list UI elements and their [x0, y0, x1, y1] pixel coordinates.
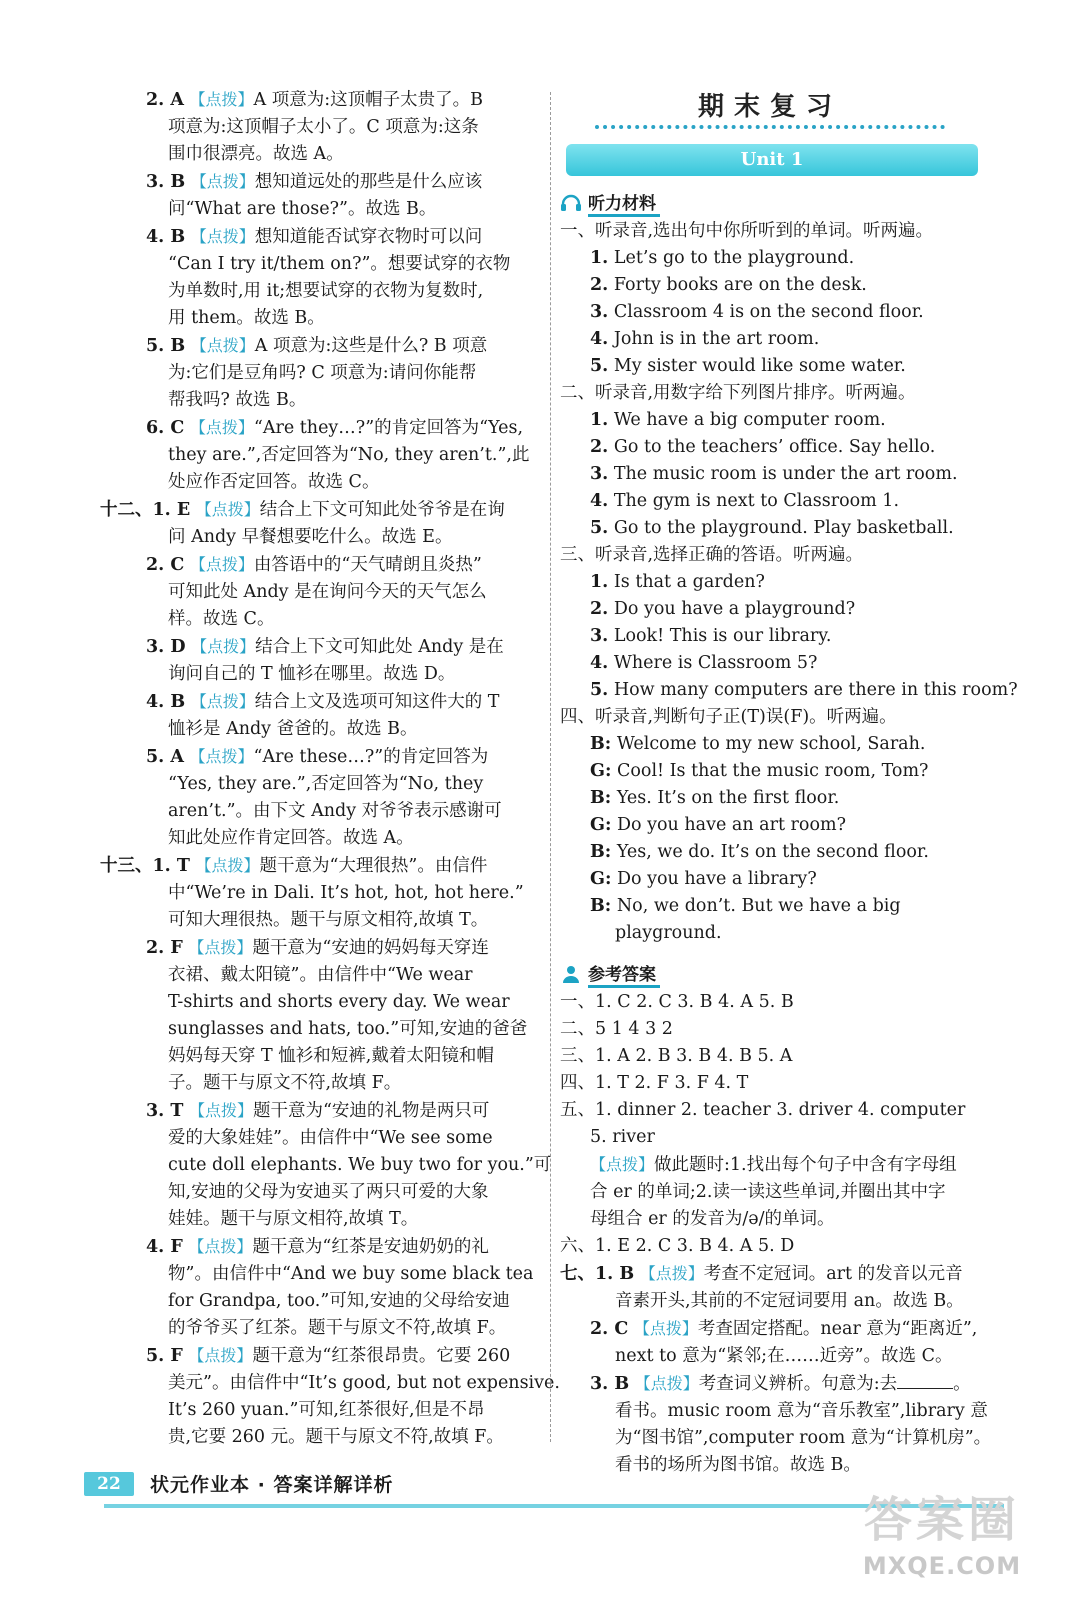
- line-text: 考查不定冠词。art 的发音以元音: [703, 1264, 963, 1284]
- text-line: [100, 1424, 540, 1451]
- item-number: 3.: [590, 626, 609, 646]
- text-line: [100, 1342, 540, 1370]
- text-line: [100, 1152, 552, 1179]
- line-text: 美元”。由信件中“It’s good, but not expensive.: [168, 1373, 560, 1393]
- line-text: 合 er 的单词;2.读一读这些单词,并圈出其中字: [590, 1182, 946, 1202]
- line-text: 结合上下文可知此处 Andy 是在: [255, 637, 504, 657]
- line-text: 题干意为“安迪的礼物是两只可: [252, 1101, 490, 1121]
- text-line: [560, 596, 980, 623]
- text-line: [560, 299, 980, 326]
- text-line: [100, 141, 540, 168]
- line-text: 由答语中的“天气晴朗且炎热”: [253, 555, 482, 575]
- text-line: [560, 1370, 980, 1398]
- item-number: 6. C: [146, 418, 185, 438]
- item-number: 3.: [590, 302, 609, 322]
- line-text: 询问自己的 T 恤衫在哪里。故选 D。: [168, 664, 456, 684]
- text-line: [560, 812, 980, 839]
- text-line: [100, 196, 540, 223]
- text-line: [100, 907, 540, 934]
- hint-tag: 【点拨】: [188, 1101, 253, 1120]
- text-line: [100, 360, 540, 387]
- hint-tag: 【点拨】: [190, 692, 255, 711]
- line-text: 围巾很漂亮。故选 A。: [168, 144, 344, 164]
- line-text: Welcome to my new school, Sarah.: [616, 734, 926, 754]
- text-line: [100, 1370, 560, 1397]
- reference-answers: [560, 989, 992, 1479]
- line-text: 四、1. T 2. F 3. F 4. T: [560, 1073, 749, 1093]
- line-text: 考查词义辨析。句意为:去: [698, 1374, 898, 1394]
- text-line: [100, 1261, 540, 1288]
- watermark-logo: 答案圈: [863, 1492, 1020, 1548]
- item-number: 2. F: [146, 938, 183, 958]
- item-number: 2.: [590, 437, 609, 457]
- text-line: [100, 1397, 540, 1424]
- text-line: [560, 1043, 980, 1070]
- line-text: 题干意为“红茶是安迪奶奶的礼: [252, 1237, 489, 1257]
- line-text: 知此处应作肯定回答。故选 A。: [168, 828, 414, 848]
- hint-tag: 【点拨】: [188, 938, 253, 957]
- text-line: [560, 704, 980, 731]
- text-line: [100, 716, 540, 743]
- text-line: [560, 245, 980, 272]
- text-line: [100, 1233, 540, 1261]
- text-line: [100, 86, 540, 114]
- text-line: [560, 380, 980, 407]
- line-text: Do you have a library?: [616, 869, 817, 889]
- text-line: [560, 1425, 992, 1452]
- hint-tag: 【点拨】: [190, 172, 255, 191]
- text-line: [100, 414, 540, 442]
- text-line: [560, 353, 980, 380]
- text-line: [560, 1070, 980, 1097]
- line-text: 想知道能否试穿衣物时可以问: [254, 227, 483, 247]
- hint-tag: 【点拨】: [189, 747, 254, 766]
- text-line: [560, 326, 980, 353]
- line-text: 。: [953, 1374, 971, 1394]
- hint-tag: 【点拨】: [188, 1346, 253, 1365]
- line-text: Go to the playground. Play basketball.: [613, 518, 954, 538]
- text-line: [560, 866, 980, 893]
- text-line: [100, 1179, 540, 1206]
- line-text: 中“We’re in Dali. It’s hot, hot, hot here.”: [168, 883, 524, 903]
- text-line: [100, 223, 540, 251]
- item-number: B:: [590, 896, 612, 916]
- text-line: [100, 962, 540, 989]
- line-text: It’s 260 yuan.”可知,红茶很好,但是不昂: [168, 1400, 485, 1420]
- item-number: G:: [590, 815, 612, 835]
- item-number: 3. B: [590, 1374, 630, 1394]
- line-text: Do you have an art room?: [616, 815, 846, 835]
- hint-tag: 【点拨】: [189, 90, 254, 109]
- line-text: 贵,它要 260 元。题干与原文不符,故填 F。: [168, 1427, 504, 1447]
- item-number: 5.: [590, 356, 609, 376]
- watermark: [842, 1488, 1042, 1598]
- line-text: Cool! Is that the music room, Tom?: [616, 761, 929, 781]
- text-line: [560, 677, 1018, 704]
- line-text: aren’t.”。由下文 Andy 对爷爷表示感谢可: [168, 801, 502, 821]
- item-number: 3.: [590, 464, 609, 484]
- section-title-box: [560, 86, 980, 130]
- headphones-icon: [560, 194, 582, 212]
- section-number: 七、: [560, 1264, 595, 1284]
- line-text: 结合上文及选项可知这件大的 T: [254, 692, 500, 712]
- text-line: [100, 606, 540, 633]
- hint-tag: 【点拨】: [195, 500, 260, 519]
- line-text: “Yes, they are.”,否定回答为“No, they: [168, 774, 484, 794]
- text-line: [100, 524, 540, 551]
- item-number: 5. F: [146, 1346, 183, 1366]
- line-text: for Grandpa, too.”可知,安迪的父母给安迪: [168, 1291, 510, 1311]
- line-text: John is in the art room.: [613, 329, 820, 349]
- text-line: [100, 579, 540, 606]
- line-text: 结合上下文可知此处爷爷是在询: [259, 500, 505, 520]
- item-number: 3. B: [146, 172, 186, 192]
- line-text: playground.: [615, 923, 722, 943]
- text-line: [100, 1043, 540, 1070]
- line-text: 项意为:这顶帽子太小了。C 项意为:这条: [168, 117, 479, 137]
- line-text: 处应作否定回答。故选 C。: [168, 472, 380, 492]
- item-number: 1.: [590, 572, 609, 592]
- text-line: [100, 798, 540, 825]
- text-line: [100, 551, 540, 579]
- answer-blank: [897, 1374, 953, 1389]
- line-text: 做此题时:1.找出每个句子中含有字母组: [654, 1155, 957, 1175]
- item-number: 5. A: [146, 747, 184, 767]
- line-text: 爱的大象娃娃”。由信件中“We see some: [168, 1128, 493, 1148]
- item-number: 4.: [590, 329, 609, 349]
- hint-tag: 【点拨】: [195, 856, 260, 875]
- column-divider: [550, 92, 551, 1442]
- item-number: B:: [590, 734, 612, 754]
- item-number: B:: [590, 842, 612, 862]
- line-text: cute doll elephants. We buy two for you.”可: [168, 1155, 552, 1175]
- text-line: [560, 623, 980, 650]
- text-line: [100, 469, 540, 496]
- hint-tag: 【点拨】: [188, 1237, 253, 1256]
- line-text: 物”。由信件中“And we buy some black tea: [168, 1264, 534, 1284]
- item-number: G:: [590, 761, 612, 781]
- line-text: 为单数时,用 it;想要试穿的衣物为复数时,: [168, 281, 484, 301]
- text-line: [100, 278, 540, 305]
- line-text: 二、听录音,用数字给下列图片排序。听两遍。: [560, 383, 916, 403]
- item-number: 1.: [590, 248, 609, 268]
- page-title: 期末复习: [697, 92, 842, 122]
- line-text: 母组合 er 的发音为/ə/的单词。: [590, 1209, 835, 1229]
- line-text: they are.”,否定回答为“No, they aren’t.”,此: [168, 445, 530, 465]
- line-text: 看书。music room 意为“音乐教室”,library 意: [615, 1401, 988, 1421]
- line-text: 问 Andy 早餐想要吃什么。故选 E。: [168, 527, 453, 547]
- line-text: Let’s go to the playground.: [613, 248, 855, 268]
- text-line: [100, 743, 540, 771]
- text-line: [100, 1315, 540, 1342]
- line-text: 音素开头,其前的不定冠词要用 an。故选 B。: [615, 1291, 964, 1311]
- line-text: 考查固定搭配。near 意为“距离近”,: [697, 1319, 978, 1339]
- line-text: The music room is under the art room.: [613, 464, 958, 484]
- text-line: [100, 825, 540, 852]
- item-number: 5. B: [146, 336, 186, 356]
- line-text: 可知大理很热。题干与原文相符,故填 T。: [168, 910, 489, 930]
- item-number: 4.: [590, 491, 609, 511]
- line-text: 一、听录音,选出句中你所听到的单词。听两遍。: [560, 221, 934, 241]
- line-text: 的爷爷买了红茶。题干与原文不符,故填 F。: [168, 1318, 507, 1338]
- text-line: [100, 387, 540, 414]
- line-text: 为“图书馆”,computer room 意为“计算机房”。: [615, 1428, 992, 1448]
- line-text: Is that a garden?: [613, 572, 765, 592]
- listening-heading: [560, 188, 980, 218]
- item-number: 1.: [590, 410, 609, 430]
- item-number: 2. A: [146, 90, 184, 110]
- text-line: [100, 1070, 540, 1097]
- line-text: 问“What are those?”。故选 B。: [168, 199, 437, 219]
- line-text: 样。故选 C。: [168, 609, 275, 629]
- text-line: [100, 633, 540, 661]
- line-text: The gym is next to Classroom 1.: [613, 491, 900, 511]
- text-line: [100, 661, 540, 688]
- line-text: 题干意为“安迪的妈妈每天穿连: [252, 938, 489, 958]
- line-text: “Are they…?”的肯定回答为“Yes,: [253, 418, 524, 438]
- item-number: 3. D: [146, 637, 186, 657]
- footer-title: 状元作业本 · 答案详解详析: [150, 1474, 394, 1496]
- hint-tag: 【点拨】: [633, 1319, 698, 1338]
- text-line: [100, 1288, 540, 1315]
- unit-banner: Unit 1: [566, 144, 978, 176]
- text-line: [560, 1097, 980, 1124]
- line-text: 四、听录音,判断句子正(T)误(F)。听两遍。: [560, 707, 897, 727]
- text-line: [560, 989, 980, 1016]
- line-text: 六、1. E 2. C 3. B 4. A 5. D: [560, 1236, 795, 1256]
- line-text: Yes. It’s on the first floor.: [616, 788, 840, 808]
- text-line: [100, 1097, 540, 1125]
- text-line: [560, 1151, 980, 1179]
- item-number: 2. C: [590, 1319, 629, 1339]
- item-number: 5.: [590, 518, 609, 538]
- text-line: [100, 989, 540, 1016]
- item-number: 1. E: [152, 500, 191, 520]
- line-text: Forty books are on the desk.: [613, 275, 867, 295]
- line-text: How many computers are there in this room?: [613, 680, 1018, 700]
- text-line: [100, 114, 540, 141]
- item-number: 4. B: [146, 692, 186, 712]
- text-line: [100, 771, 540, 798]
- item-number: 2.: [590, 275, 609, 295]
- text-line: [560, 1343, 980, 1370]
- text-line: [560, 1124, 980, 1151]
- line-text: “Are these…?”的肯定回答为: [253, 747, 489, 767]
- line-text: Do you have a playground?: [613, 599, 856, 619]
- line-text: 可知此处 Andy 是在询问今天的天气怎么: [168, 582, 487, 602]
- text-line: [560, 488, 980, 515]
- text-line: [100, 332, 540, 360]
- text-line: [100, 496, 540, 524]
- item-number: 5.: [590, 680, 609, 700]
- text-line: [560, 272, 980, 299]
- line-text: 子。题干与原文不符,故填 F。: [168, 1073, 402, 1093]
- line-text: We have a big computer room.: [613, 410, 886, 430]
- text-line: [560, 515, 980, 542]
- title-dotted-rule: [595, 125, 945, 129]
- line-text: Where is Classroom 5?: [613, 653, 818, 673]
- text-line: [560, 893, 980, 920]
- line-text: 题干意为“大理很热”。由信件: [259, 856, 488, 876]
- text-line: [560, 650, 980, 677]
- line-text: 帮我吗? 故选 B。: [168, 390, 307, 410]
- line-text: 5. river: [590, 1127, 655, 1147]
- text-line: [100, 442, 540, 469]
- text-line: [560, 1315, 980, 1343]
- item-number: 4.: [590, 653, 609, 673]
- text-line: [560, 1260, 980, 1288]
- hint-tag: 【点拨】: [190, 336, 255, 355]
- left-column: [100, 86, 560, 1451]
- text-line: [560, 542, 980, 569]
- text-line: [560, 1179, 980, 1206]
- line-text: 五、1. dinner 2. teacher 3. driver 4. computer: [560, 1100, 966, 1120]
- item-number: G:: [590, 869, 612, 889]
- listening-heading-text: 听力材料: [588, 189, 660, 217]
- line-text: Classroom 4 is on the second floor.: [613, 302, 924, 322]
- hint-tag: 【点拨】: [191, 637, 256, 656]
- line-text: Yes, we do. It’s on the second floor.: [616, 842, 929, 862]
- listening-material: [560, 218, 1018, 947]
- page-number: 22: [84, 1472, 134, 1496]
- text-line: [100, 305, 540, 332]
- watermark-url: MXQE.COM: [862, 1552, 1022, 1580]
- line-text: Look! This is our library.: [613, 626, 832, 646]
- text-line: [560, 1233, 980, 1260]
- answers-heading-text: 参考答案: [588, 960, 660, 988]
- text-line: [560, 1398, 988, 1425]
- line-text: 为:它们是豆角吗? C 项意为:请问你能帮: [168, 363, 477, 383]
- text-line: [560, 1206, 980, 1233]
- text-line: [560, 218, 980, 245]
- line-text: 恤衫是 Andy 爸爸的。故选 B。: [168, 719, 418, 739]
- line-text: 妈妈每天穿 T 恤衫和短裤,戴着太阳镜和帽: [168, 1046, 494, 1066]
- line-text: 二、5 1 4 3 2: [560, 1019, 673, 1039]
- line-text: 看书的场所为图书馆。故选 B。: [615, 1455, 861, 1475]
- line-text: My sister would like some water.: [613, 356, 906, 376]
- section-number: 十三、: [100, 856, 153, 876]
- hint-tag: 【点拨】: [634, 1374, 699, 1393]
- text-line: [560, 1288, 980, 1315]
- text-line: [100, 688, 540, 716]
- line-text: Go to the teachers’ office. Say hello.: [613, 437, 936, 457]
- line-text: 一、1. C 2. C 3. B 4. A 5. B: [560, 992, 794, 1012]
- line-text: next to 意为“紧邻;在……近旁”。故选 C。: [615, 1346, 953, 1366]
- text-line: [560, 839, 980, 866]
- text-line: [560, 758, 980, 785]
- item-number: B:: [590, 788, 612, 808]
- line-text: 题干意为“红茶很昂贵。它要 260: [252, 1346, 511, 1366]
- item-number: 4. B: [146, 227, 186, 247]
- line-text: A 项意为:这顶帽子太贵了。B: [253, 90, 484, 110]
- line-text: 知,安迪的父母为安迪买了两只可爱的大象: [168, 1182, 489, 1202]
- line-text: 娃娃。题干与原文相符,故填 T。: [168, 1209, 419, 1229]
- hint-tag: 【点拨】: [189, 418, 254, 437]
- item-number: 4. F: [146, 1237, 183, 1257]
- line-text: sunglasses and hats, too.”可知,安迪的爸爸: [168, 1019, 528, 1039]
- text-line: [100, 1016, 540, 1043]
- item-number: 3. T: [146, 1101, 184, 1121]
- item-number: 2.: [590, 599, 609, 619]
- hint-tag: 【点拨】: [639, 1264, 704, 1283]
- item-number: 1. B: [595, 1264, 635, 1284]
- line-text: No, we don’t. But we have a big: [616, 896, 901, 916]
- text-line: [100, 251, 540, 278]
- line-text: 三、听录音,选择正确的答语。听两遍。: [560, 545, 864, 565]
- line-text: A 项意为:这些是什么? B 项意: [254, 336, 488, 356]
- person-icon: [560, 965, 582, 983]
- hint-tag: 【点拨】: [190, 227, 255, 246]
- line-text: “Can I try it/them on?”。想要试穿的衣物: [168, 254, 511, 274]
- text-line: [560, 461, 980, 488]
- text-line: [100, 1206, 540, 1233]
- text-line: [560, 407, 980, 434]
- right-column: [560, 86, 1018, 1479]
- hint-tag: 【点拨】: [590, 1155, 655, 1174]
- text-line: [560, 569, 980, 596]
- text-line: [560, 1016, 980, 1043]
- line-text: 衣裙、戴太阳镜”。由信件中“We wear: [168, 965, 473, 985]
- answers-heading: [560, 959, 980, 989]
- text-line: [100, 852, 540, 880]
- line-text: 想知道远处的那些是什么应该: [254, 172, 483, 192]
- section-number: 十二、: [100, 500, 153, 520]
- line-text: 用 them。故选 B。: [168, 308, 325, 328]
- item-number: 1. T: [152, 856, 190, 876]
- text-line: [100, 168, 540, 196]
- text-line: [100, 934, 540, 962]
- line-text: 三、1. A 2. B 3. B 4. B 5. A: [560, 1046, 793, 1066]
- text-line: [560, 785, 980, 812]
- text-line: [560, 434, 980, 461]
- text-line: [100, 880, 540, 907]
- item-number: 2. C: [146, 555, 185, 575]
- line-text: T-shirts and shorts every day. We wear: [168, 992, 510, 1012]
- text-line: [100, 1125, 540, 1152]
- text-line: [560, 920, 980, 947]
- text-line: [560, 731, 980, 758]
- hint-tag: 【点拨】: [189, 555, 254, 574]
